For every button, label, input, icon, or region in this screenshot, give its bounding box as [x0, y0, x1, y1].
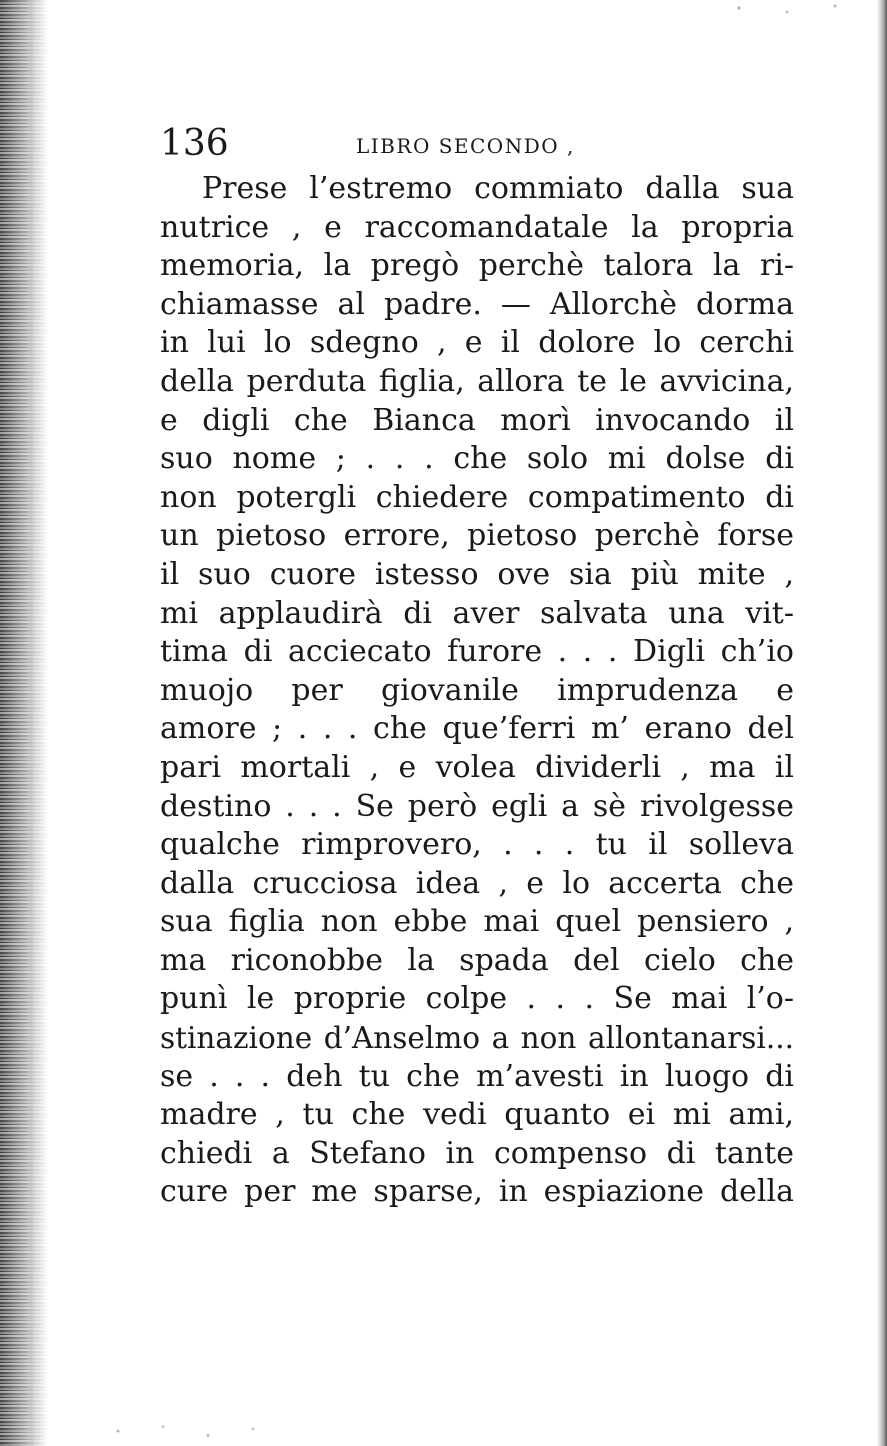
text-line: nutrice , e raccomandatale la propria	[160, 209, 794, 245]
page-number: 136	[160, 123, 229, 164]
text-line: madre , tu che vedi quanto ei mi ami,	[160, 1097, 794, 1133]
text-line: stinazione d’Anselmo a non allontanarsi...	[160, 1021, 794, 1056]
binding-edge	[0, 0, 48, 1446]
text-line: memoria, la pregò perchè talora la ri-	[160, 248, 794, 284]
text-line: dalla crucciosa idea , e lo accerta che	[160, 865, 794, 901]
text-line: pari mortali , e volea dividerli , ma il	[160, 749, 794, 785]
text-line: sua figlia non ebbe mai quel pensiero ,	[160, 904, 794, 940]
running-title: LIBRO SECONDO ,	[356, 134, 575, 158]
text-line: se . . . deh tu che m’avesti in luogo di	[160, 1058, 794, 1094]
body-text	[160, 170, 794, 1212]
text-line: muojo per giovanile imprudenza e	[160, 672, 794, 708]
running-head	[160, 122, 800, 166]
text-line: ma riconobbe la spada del cielo che	[160, 942, 794, 978]
text-line: e digli che Bianca morì invocando il	[160, 402, 794, 438]
scan-specks-top	[707, 0, 867, 20]
text-line: tima di acciecato furore . . . Digli ch’io	[160, 634, 794, 670]
text-line: cure per me sparse, in espiazione della	[160, 1174, 794, 1210]
text-line: della perduta figlia, allora te le avvicina,	[160, 363, 794, 399]
text-line: Prese l’estremo commiato dalla sua	[202, 171, 794, 206]
text-line: suo nome ; . . . che solo mi dolse di	[160, 441, 794, 477]
text-line: in lui lo sdegno , e il dolore lo cerchi	[160, 325, 794, 361]
text-line: qualche rimprovero, . . . tu il solleva	[160, 827, 794, 863]
text-line: amore ; . . . che que’ferri m’ erano del	[160, 711, 794, 747]
text-line: chiedi a Stefano in compenso di tante	[160, 1135, 794, 1171]
text-line: chiamasse al padre. — Allorchè dorma	[160, 286, 794, 322]
text-line: punì le proprie colpe . . . Se mai l’o-	[160, 981, 794, 1017]
text-line: destino . . . Se però egli a sè rivolgesse	[160, 788, 794, 824]
text-line: mi applaudirà di aver salvata una vit-	[160, 595, 794, 631]
text-line: non potergli chiedere compatimento di	[160, 479, 794, 515]
text-line: il suo cuore istesso ove sia più mite ,	[160, 556, 794, 592]
text-line: un pietoso errore, pietoso perchè forse	[160, 518, 794, 554]
scan-specks-bottom	[100, 1420, 280, 1442]
page-edge	[877, 0, 887, 1446]
